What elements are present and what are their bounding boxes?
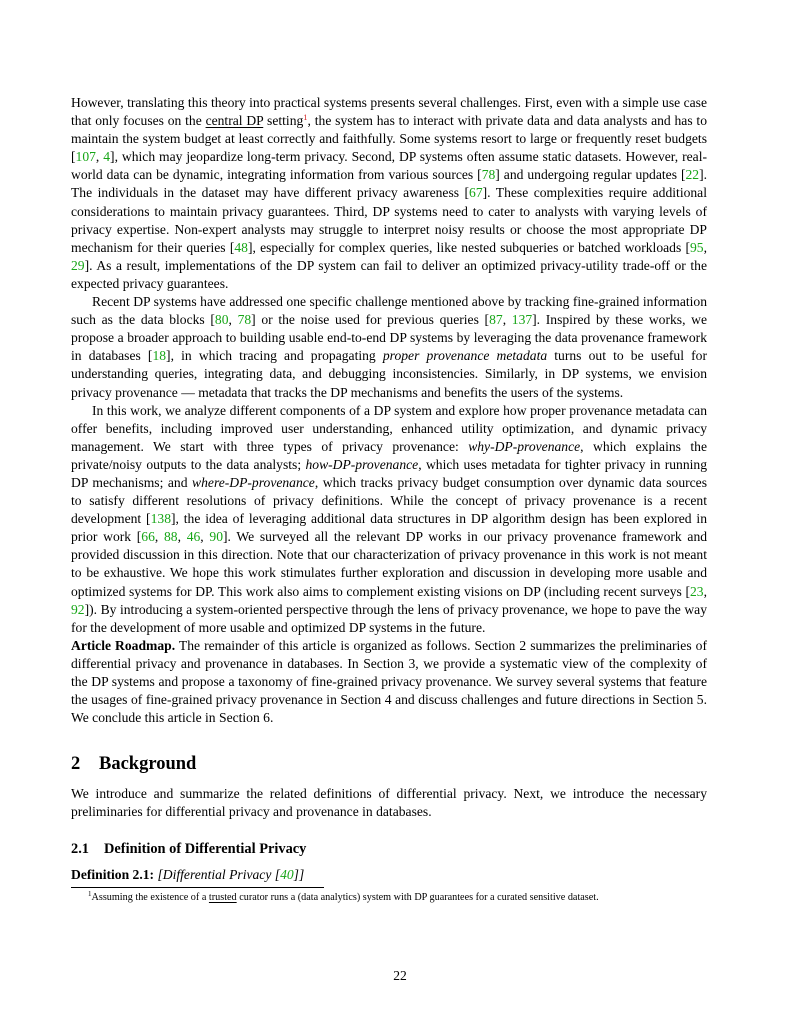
paragraph-recent-systems bbox=[71, 293, 707, 402]
footnote-marker[interactable]: 1 bbox=[303, 112, 308, 123]
text: ]. The individuals in the dataset may have different privacy awareness [ bbox=[71, 167, 708, 201]
citation-link[interactable]: 18 bbox=[152, 348, 167, 364]
definition-label: Definition 2.1: bbox=[71, 867, 155, 883]
text: Assuming the existence of a bbox=[91, 892, 209, 903]
citation-link[interactable]: 78 bbox=[481, 167, 496, 183]
text: ]] bbox=[293, 867, 305, 883]
section-number: 2 bbox=[71, 754, 81, 775]
text: Recent DP systems have addressed one specific challenge mentioned above by tracking fine-grained information such as the data blocks [ bbox=[71, 294, 707, 328]
citation-link[interactable]: 40 bbox=[280, 867, 294, 883]
text: ]. We surveyed all the relevant DP works in our privacy provenance framework and provided discussion in this direction. Note that our characterization of privacy provenance in this work is not meant to be exhaustive. We hope this work stimulates further exploration and discussion in developing more usable and optimized systems for DP. This work also aims to complement existing visions on DP (including recent surveys [ bbox=[71, 529, 708, 599]
citation-link[interactable]: 80 bbox=[214, 312, 229, 328]
citation-link[interactable]: 92 bbox=[71, 601, 85, 617]
citation-link[interactable]: 90 bbox=[209, 529, 223, 545]
text: ]. As a result, implementations of the DP system can fail to deliver an optimized privacy-utility trade-off or the expected privacy guarantees. bbox=[71, 257, 707, 291]
text: , bbox=[502, 312, 512, 328]
text: However, translating this theory into practical systems presents several challenges. First, even with a simple use case that only focuses on the bbox=[71, 95, 707, 129]
citation-link[interactable]: 138 bbox=[150, 511, 171, 527]
section-title: Background bbox=[99, 754, 197, 775]
citation-link[interactable]: 107 bbox=[75, 149, 96, 165]
subsection-number: 2.1 bbox=[71, 841, 89, 858]
emphasis: why-DP-provenance bbox=[468, 438, 581, 454]
citation-link[interactable]: 4 bbox=[103, 149, 111, 165]
citation-link[interactable]: 67 bbox=[469, 185, 483, 201]
emphasis: proper provenance metadata bbox=[382, 348, 548, 364]
citation-link[interactable]: 95 bbox=[690, 239, 704, 255]
text: , bbox=[177, 529, 187, 545]
text: ] and undergoing regular updates [ bbox=[495, 167, 686, 183]
subsection-heading bbox=[71, 840, 707, 858]
emphasis: how-DP-provenance bbox=[305, 456, 419, 472]
footnote bbox=[88, 891, 599, 904]
text: , bbox=[703, 583, 707, 599]
text: turns out to be useful for understanding queries, integrating data, and debugging inconsistencies. Similarly, in DP systems, we envision privacy provenance — metadata that tracks the DP mechanisms and benefits the users of the systems. bbox=[71, 348, 707, 400]
text: curator runs a (data analytics) system with DP guarantees for a curated sensitive dataset. bbox=[236, 892, 599, 903]
definition-title bbox=[157, 867, 304, 882]
text: ], the idea of leveraging additional data structures in DP algorithm design has been explored in prior work [ bbox=[71, 511, 708, 545]
text: ] or the noise used for previous queries [ bbox=[251, 312, 490, 328]
page-number: 22 bbox=[393, 968, 407, 983]
citation-link[interactable]: 46 bbox=[186, 529, 201, 545]
text: , bbox=[154, 529, 164, 545]
citation-link[interactable]: 78 bbox=[237, 312, 252, 328]
underlined-term: central DP bbox=[205, 113, 264, 129]
text: ]. Inspired by these works, we propose a broader approach to building usable end-to-end DP systems by leveraging the data provenance framework in databases [ bbox=[71, 312, 708, 364]
text: , which tracks privacy budget consumption over dynamic data sources to satisfy different resolutions of privacy definitions. While the concept of privacy provenance is a recent development [ bbox=[71, 474, 707, 527]
citation-link[interactable]: 29 bbox=[71, 257, 85, 273]
underlined-term: trusted bbox=[208, 892, 237, 903]
text: [Differential Privacy [ bbox=[157, 867, 281, 883]
text: ]. These complexities require additional considerations to maintain privacy guarantees. Third, DP systems need to cater to analysts with varying levels of privacy expertise. Non-expert analysts may struggle to interpret noisy results or choose the most appropriate DP mechanism for their queries [ bbox=[71, 185, 707, 255]
text: In this work, we analyze different components of a DP system and explore how proper provenance metadata can offer benefits, including improved user understanding, enhanced utility optimization, and dynamic privacy management. We start with three types of privacy provenance: bbox=[71, 402, 707, 454]
text: The remainder of this article is organized as follows. Section 2 summarizes the preliminaries of differential privacy and provenance in databases. In Section 3, we provide a systematic view of the complexity of the DP systems and propose a taxonomy of fine-grained privacy provenance. We survey several systems that feature the usages of fine-grained privacy provenance in Section 4 and discuss challenges and future directions in Section 5. We conclude this article in Section 6. bbox=[71, 637, 707, 726]
citation-link[interactable]: 87 bbox=[489, 312, 503, 328]
text: , bbox=[95, 149, 104, 165]
definition-statement bbox=[71, 866, 707, 884]
text: , bbox=[200, 529, 210, 545]
paragraph-background-intro: We introduce and summarize the related definitions of differential privacy. Next, we introduce the necessary preliminaries for differential privacy and provenance in databases. bbox=[71, 786, 707, 820]
citation-link[interactable]: 66 bbox=[141, 529, 155, 545]
citation-link[interactable]: 137 bbox=[511, 312, 533, 328]
citation-link[interactable]: 22 bbox=[685, 167, 700, 183]
subsection-title: Definition of Differential Privacy bbox=[104, 841, 307, 858]
text: , which explains the private/noisy outputs to the data analysts; bbox=[71, 438, 707, 472]
citation-link[interactable]: 23 bbox=[690, 583, 704, 599]
citation-link[interactable]: 88 bbox=[164, 529, 178, 545]
footnote-divider bbox=[71, 887, 324, 888]
text: ], especially for complex queries, like nested subqueries or batched workloads [ bbox=[247, 239, 690, 255]
citation-link[interactable]: 48 bbox=[234, 239, 248, 255]
text: , bbox=[703, 239, 707, 255]
text: setting bbox=[263, 113, 304, 129]
text: ], which may jeopardize long-term privacy. Second, DP systems often assume static datasets. However, real-world data can be dynamic, integrating information from various sources [ bbox=[71, 149, 707, 183]
text: , bbox=[228, 312, 238, 328]
roadmap-heading: Article Roadmap. bbox=[71, 637, 176, 653]
text: , which uses metadata for tighter privacy in running DP mechanisms; and bbox=[71, 456, 708, 490]
footnote-number: 1 bbox=[88, 890, 92, 898]
section-heading bbox=[71, 753, 707, 775]
paragraph-roadmap bbox=[71, 637, 707, 727]
page-body bbox=[71, 94, 707, 884]
paragraph-challenges bbox=[71, 94, 707, 293]
text: ]). By introducing a system-oriented perspective through the lens of privacy provenance, we hope to pave the way for the development of more usable and optimized DP systems in the future. bbox=[71, 601, 707, 635]
paragraph-this-work bbox=[71, 402, 707, 637]
text: ], in which tracing and propagating bbox=[166, 348, 383, 364]
text: , the system has to interact with private data and data analysts and has to maintain the system budget at least correctly and faithfully. Some systems resort to large or frequently reset budgets [ bbox=[71, 113, 708, 165]
emphasis: where-DP-provenance bbox=[192, 474, 315, 490]
